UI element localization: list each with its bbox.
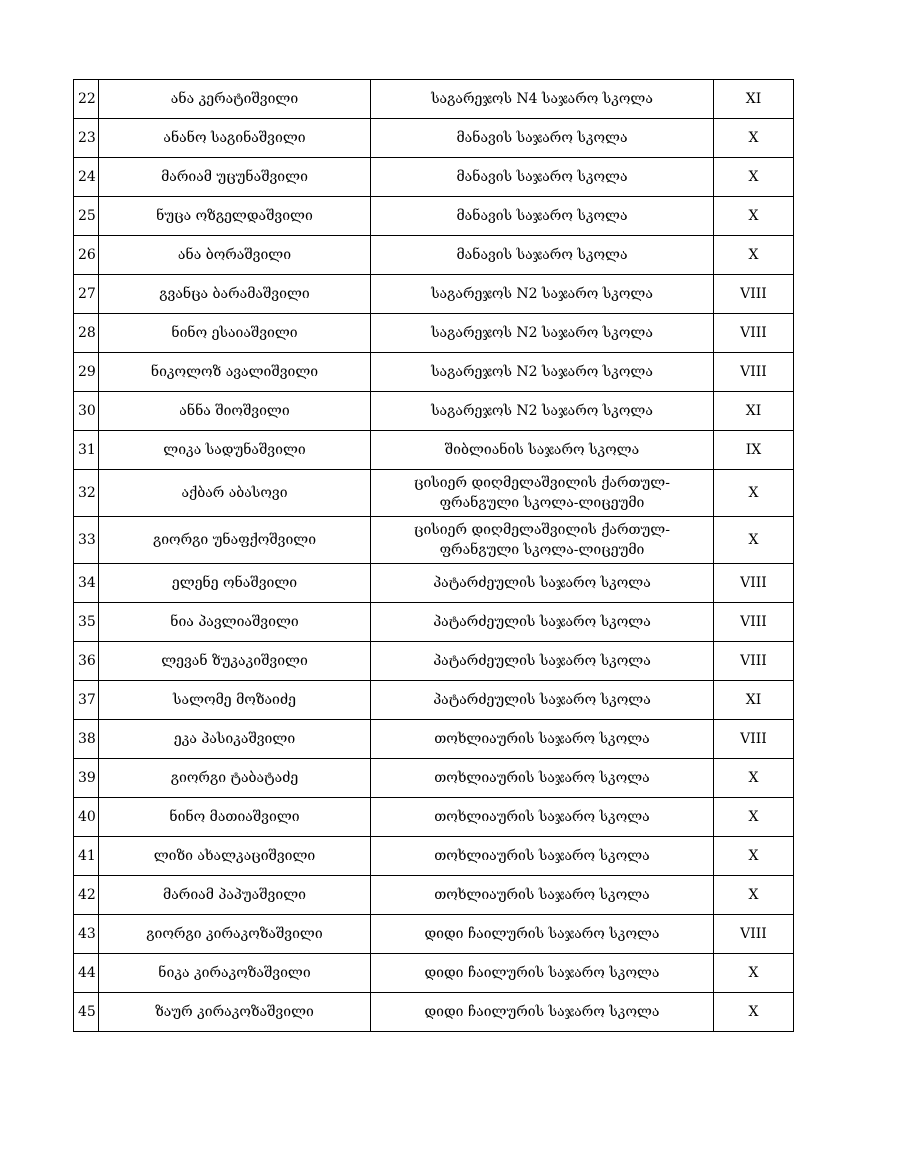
table-row (74, 470, 794, 517)
table-row (74, 759, 794, 798)
row-number: 40 (74, 798, 99, 837)
row-number: 37 (74, 681, 99, 720)
school-name: თოხლიაურის საჯარო სკოლა (371, 876, 714, 915)
school-name: დიდი ჩაილურის საჯარო სკოლა (371, 993, 714, 1032)
grade: IX (714, 431, 794, 470)
school-name: ცისიერ დიღმელაშვილის ქართულ-ფრანგული სკოლა-ლიცეუმი (371, 517, 714, 564)
student-name: ნუცა ოზგელდაშვილი (99, 197, 371, 236)
grade: X (714, 470, 794, 517)
school-name: თოხლიაურის საჯარო სკოლა (371, 720, 714, 759)
grade: VIII (714, 314, 794, 353)
grade: VIII (714, 353, 794, 392)
grade: VIII (714, 275, 794, 314)
student-name: ლიკა სადუნაშვილი (99, 431, 371, 470)
grade: XI (714, 392, 794, 431)
row-number: 24 (74, 158, 99, 197)
row-number: 34 (74, 564, 99, 603)
student-name: სალომე მოზაიძე (99, 681, 371, 720)
student-name: ნიკოლოზ ავალიშვილი (99, 353, 371, 392)
row-number: 41 (74, 837, 99, 876)
school-name: საგარეჯოს N2 საჯარო სკოლა (371, 275, 714, 314)
student-name: გიორგი უნაფქოშვილი (99, 517, 371, 564)
grade: XI (714, 681, 794, 720)
school-name: ცისიერ დიღმელაშვილის ქართულ-ფრანგული სკოლა-ლიცეუმი (371, 470, 714, 517)
row-number: 44 (74, 954, 99, 993)
student-name: ნიკა კირაკოზაშვილი (99, 954, 371, 993)
row-number: 33 (74, 517, 99, 564)
student-name: ნინო ესაიაშვილი (99, 314, 371, 353)
row-number: 22 (74, 80, 99, 119)
participants-table (73, 79, 794, 1032)
table-row (74, 876, 794, 915)
grade: X (714, 517, 794, 564)
grade: X (714, 158, 794, 197)
grade: X (714, 954, 794, 993)
row-number: 30 (74, 392, 99, 431)
student-name: აქბარ აბასოვი (99, 470, 371, 517)
school-name: პატარძეულის საჯარო სკოლა (371, 564, 714, 603)
student-name: გვანცა ბარამაშვილი (99, 275, 371, 314)
row-number: 23 (74, 119, 99, 158)
school-name: პატარძეულის საჯარო სკოლა (371, 642, 714, 681)
student-name: ანანო საგინაშვილი (99, 119, 371, 158)
row-number: 25 (74, 197, 99, 236)
student-name: ანა კერატიშვილი (99, 80, 371, 119)
school-name: საგარეჯოს N2 საჯარო სკოლა (371, 353, 714, 392)
table-row (74, 642, 794, 681)
grade: X (714, 119, 794, 158)
grade: VIII (714, 642, 794, 681)
school-name: საგარეჯოს N2 საჯარო სკოლა (371, 392, 714, 431)
grade: X (714, 837, 794, 876)
grade: XI (714, 80, 794, 119)
grade: VIII (714, 915, 794, 954)
student-name: ნია პავლიაშვილი (99, 603, 371, 642)
row-number: 31 (74, 431, 99, 470)
school-name: თოხლიაურის საჯარო სკოლა (371, 798, 714, 837)
table-row (74, 517, 794, 564)
table-row (74, 954, 794, 993)
grade: VIII (714, 564, 794, 603)
grade: X (714, 798, 794, 837)
row-number: 28 (74, 314, 99, 353)
student-name: გიორგი ტაბატაძე (99, 759, 371, 798)
school-name: დიდი ჩაილურის საჯარო სკოლა (371, 954, 714, 993)
school-name: მანავის საჯარო სკოლა (371, 197, 714, 236)
school-name: მანავის საჯარო სკოლა (371, 236, 714, 275)
school-name: მანავის საჯარო სკოლა (371, 158, 714, 197)
grade: X (714, 759, 794, 798)
table-row (74, 431, 794, 470)
row-number: 43 (74, 915, 99, 954)
grade: X (714, 236, 794, 275)
student-name: ანა ბორაშვილი (99, 236, 371, 275)
student-name: ელენე ონაშვილი (99, 564, 371, 603)
table-row (74, 275, 794, 314)
school-name: თოხლიაურის საჯარო სკოლა (371, 759, 714, 798)
school-name: მანავის საჯარო სკოლა (371, 119, 714, 158)
grade: X (714, 197, 794, 236)
school-name: შიბლიანის საჯარო სკოლა (371, 431, 714, 470)
row-number: 42 (74, 876, 99, 915)
school-name: საგარეჯოს N2 საჯარო სკოლა (371, 314, 714, 353)
school-name: თოხლიაურის საჯარო სკოლა (371, 837, 714, 876)
table-row (74, 197, 794, 236)
table-row (74, 314, 794, 353)
student-name: ლიზი ახალკაციშვილი (99, 837, 371, 876)
table-row (74, 353, 794, 392)
table-row (74, 392, 794, 431)
student-name: ეკა პასიკაშვილი (99, 720, 371, 759)
grade: X (714, 876, 794, 915)
table-row (74, 80, 794, 119)
student-name: გიორგი კირაკოზაშვილი (99, 915, 371, 954)
table-row (74, 720, 794, 759)
table-row (74, 681, 794, 720)
row-number: 35 (74, 603, 99, 642)
row-number: 26 (74, 236, 99, 275)
grade: VIII (714, 720, 794, 759)
row-number: 39 (74, 759, 99, 798)
school-name: საგარეჯოს N4 საჯარო სკოლა (371, 80, 714, 119)
table-row (74, 993, 794, 1032)
row-number: 27 (74, 275, 99, 314)
student-name: ზაურ კირაკოზაშვილი (99, 993, 371, 1032)
school-name: პატარძეულის საჯარო სკოლა (371, 681, 714, 720)
table-row (74, 158, 794, 197)
row-number: 45 (74, 993, 99, 1032)
table-row (74, 236, 794, 275)
row-number: 38 (74, 720, 99, 759)
school-name: დიდი ჩაილურის საჯარო სკოლა (371, 915, 714, 954)
student-name: მარიამ უცუნაშვილი (99, 158, 371, 197)
student-name: ნინო მათიაშვილი (99, 798, 371, 837)
row-number: 36 (74, 642, 99, 681)
grade: X (714, 993, 794, 1032)
row-number: 32 (74, 470, 99, 517)
table-row (74, 798, 794, 837)
grade: VIII (714, 603, 794, 642)
student-name: ანნა შიოშვილი (99, 392, 371, 431)
table-row (74, 915, 794, 954)
table-row (74, 837, 794, 876)
student-name: ლევან ზუკაკიშვილი (99, 642, 371, 681)
table-row (74, 564, 794, 603)
student-name: მარიამ პაპუაშვილი (99, 876, 371, 915)
table-row (74, 603, 794, 642)
table-row (74, 119, 794, 158)
school-name: პატარძეულის საჯარო სკოლა (371, 603, 714, 642)
row-number: 29 (74, 353, 99, 392)
